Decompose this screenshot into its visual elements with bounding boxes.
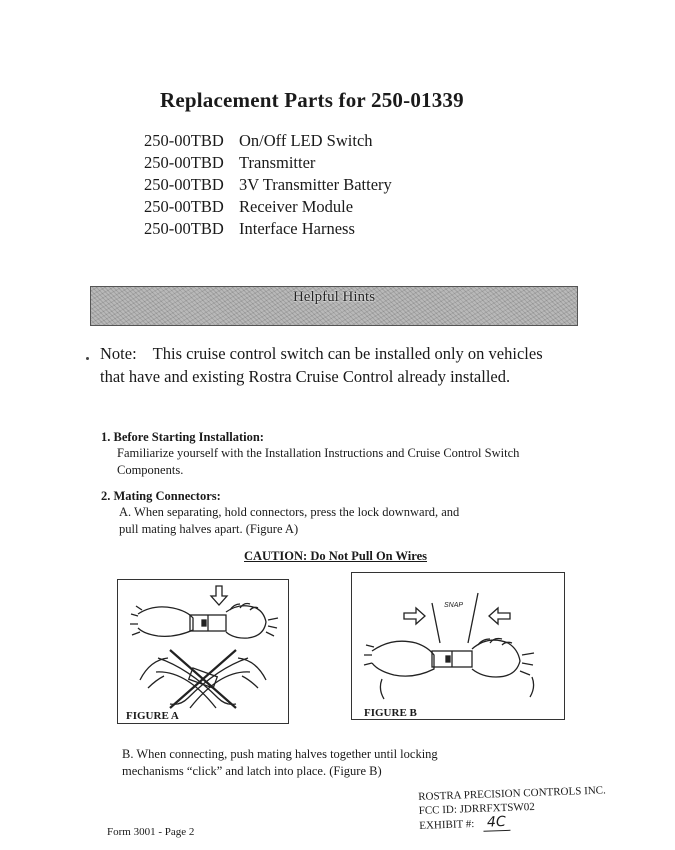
figure-a-label: FIGURE A: [126, 710, 179, 722]
step-2-heading: 2. Mating Connectors:: [101, 489, 221, 503]
part-name: On/Off LED Switch: [239, 131, 373, 150]
left-hand-icon: [138, 607, 193, 637]
part-number: 250-00TBD: [144, 153, 224, 172]
note-paragraph: [100, 342, 550, 388]
company-name: ROSTRA PRECISION CONTROLS INC.: [418, 784, 606, 803]
helpful-hints-banner: [90, 286, 578, 326]
part-row: [144, 197, 353, 217]
fcc-id: FCC ID: JDRRFXTSW02: [418, 800, 536, 817]
push-right-arrow-icon: [404, 608, 425, 624]
part-number: 250-00TBD: [144, 219, 224, 238]
note-text: This cruise control switch can be installed only on vehicles that have and existing Rostra Cruise Control already installed.: [100, 344, 543, 386]
part-name: 3V Transmitter Battery: [239, 175, 392, 194]
figure-a-box: [117, 579, 289, 724]
press-arrow-icon: [211, 586, 227, 605]
note-label: Note:: [100, 344, 137, 363]
step-1-heading: 1. Before Starting Installation:: [101, 430, 264, 444]
bullet-mark: [86, 357, 89, 360]
part-row: [144, 219, 355, 239]
right-hand-icon: [226, 606, 266, 638]
helpful-hints-heading: Helpful Hints: [292, 289, 376, 305]
page-title: Replacement Parts for 250-01339: [160, 88, 464, 112]
part-row: [144, 175, 392, 195]
caution-text: CAUTION: Do Not Pull On Wires: [244, 549, 428, 563]
prohibited-x-icon: [170, 650, 236, 708]
snap-text: SNAP: [444, 602, 464, 609]
part-number: 250-00TBD: [144, 197, 224, 216]
part-name: Receiver Module: [239, 197, 354, 216]
push-left-arrow-icon: [489, 608, 510, 624]
part-name: Transmitter: [239, 153, 316, 172]
exhibit-value: 4C: [483, 814, 510, 832]
part-row: [144, 153, 315, 173]
part-number: 250-00TBD: [144, 175, 224, 194]
form-page-number: Form 3001 - Page 2: [107, 826, 195, 838]
step-2a-text: A. When separating, hold connectors, press the lock downward, and pull mating halves apart. (Figure A): [119, 505, 460, 536]
part-row: [144, 131, 373, 151]
part-number: 250-00TBD: [144, 131, 224, 150]
step-2b-text: B. When connecting, push mating halves together until locking mechanisms “click” and latch into place. (Figure B): [122, 747, 438, 778]
exhibit-label: EXHIBIT #:: [419, 818, 475, 832]
figure-b-box: [351, 572, 565, 720]
company-block: [418, 783, 607, 833]
figure-a-illustration: [118, 580, 288, 723]
part-name: Interface Harness: [239, 219, 355, 238]
step-1-body: Familiarize yourself with the Installation Instructions and Cruise Control Switch Components.: [117, 446, 520, 477]
figure-b-label: FIGURE B: [364, 707, 417, 719]
figure-b-illustration: [352, 573, 564, 719]
